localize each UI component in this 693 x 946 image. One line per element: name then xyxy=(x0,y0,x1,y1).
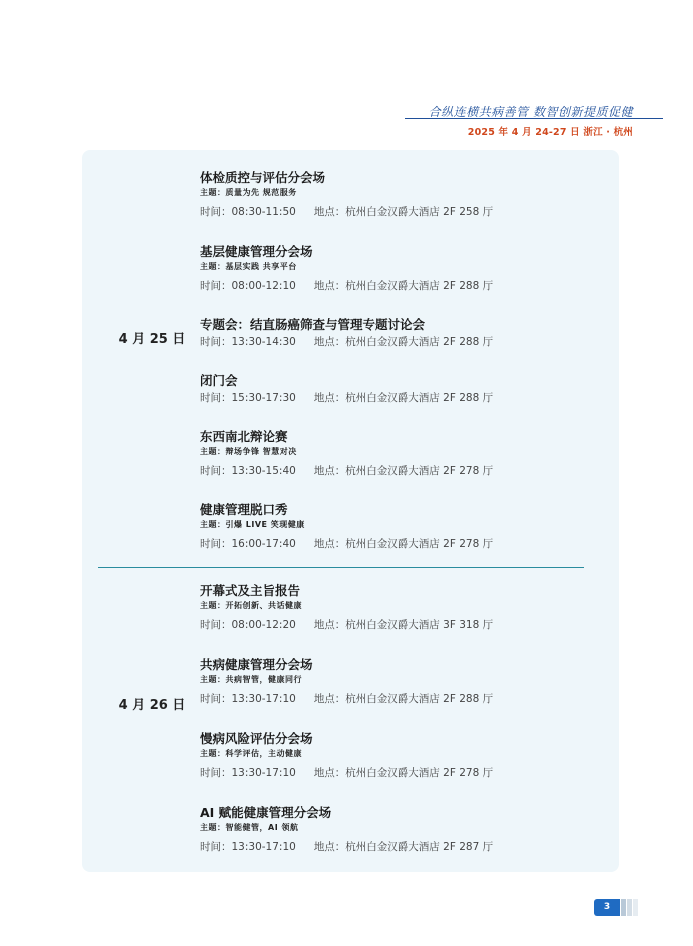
session xyxy=(200,731,600,780)
session-title: 基层健康管理分会场 xyxy=(200,244,313,259)
header-slogan: 合纵连横共病善管 数智创新提质促健 xyxy=(428,105,633,119)
session-location: 地点：杭州白金汉爵大酒店 3F 318 厅 xyxy=(313,619,494,631)
session-title: 体检质控与评估分会场 xyxy=(200,170,326,185)
session xyxy=(200,805,600,854)
session-theme: 主题：智能健管，AI 领航 xyxy=(200,823,299,832)
session-location: 地点：杭州白金汉爵大酒店 2F 278 厅 xyxy=(313,465,494,477)
page-number-badge: 3 xyxy=(594,899,620,916)
session-location: 地点：杭州白金汉爵大酒店 2F 288 厅 xyxy=(313,280,494,292)
session-time: 时间：13:30-14:30 xyxy=(200,336,296,348)
session-location: 地点：杭州白金汉爵大酒店 2F 287 厅 xyxy=(313,841,494,853)
session-time-location xyxy=(200,692,600,706)
session xyxy=(200,244,600,293)
session-time: 时间：15:30-17:30 xyxy=(200,392,296,404)
session-location: 地点：杭州白金汉爵大酒店 2F 288 厅 xyxy=(313,392,494,404)
session xyxy=(200,429,600,478)
session-time: 时间：13:30-17:10 xyxy=(200,841,296,853)
session-title: 开幕式及主旨报告 xyxy=(200,583,301,598)
session xyxy=(200,502,600,551)
session-time-location xyxy=(200,205,600,219)
session-location: 地点：杭州白金汉爵大酒店 2F 258 厅 xyxy=(313,206,494,218)
session-time: 时间：13:30-15:40 xyxy=(200,465,296,477)
session-time-location xyxy=(200,766,600,780)
session-title: 东西南北辩论赛 xyxy=(200,429,288,444)
session xyxy=(200,317,600,349)
session-time-location xyxy=(200,840,600,854)
session-time: 时间：13:30-17:10 xyxy=(200,693,296,705)
schedule-card xyxy=(82,150,619,872)
session-time: 时间：08:30-11:50 xyxy=(200,206,296,218)
session-location: 地点：杭州白金汉爵大酒店 2F 288 厅 xyxy=(313,693,494,705)
session-theme: 主题：基层实践 共享平台 xyxy=(200,262,297,271)
day-label-apr-25: 4 月 25 日 xyxy=(118,332,186,347)
session xyxy=(200,170,600,219)
session-theme: 主题：共病智管，健康同行 xyxy=(200,675,302,684)
page-stripe-1 xyxy=(621,899,626,916)
day-label-apr-26: 4 月 26 日 xyxy=(118,698,186,713)
session xyxy=(200,583,600,632)
session-time-location xyxy=(200,464,600,478)
session-time-location xyxy=(200,391,600,405)
session-time-location xyxy=(200,335,600,349)
header-rule xyxy=(405,118,663,119)
session-location: 地点：杭州白金汉爵大酒店 2F 278 厅 xyxy=(313,538,494,550)
session xyxy=(200,373,600,405)
session-theme: 主题：辩场争锋 智慧对决 xyxy=(200,447,297,456)
day-divider xyxy=(98,567,584,568)
page-stripe-3 xyxy=(633,899,638,916)
session-title: 闭门会 xyxy=(200,373,238,388)
session-time: 时间：08:00-12:20 xyxy=(200,619,296,631)
session xyxy=(200,657,600,706)
session-theme: 主题：科学评估，主动健康 xyxy=(200,749,302,758)
session-theme: 主题：引爆 LIVE 笑现健康 xyxy=(200,520,305,529)
session-time: 时间：08:00-12:10 xyxy=(200,280,296,292)
header-date-location: 2025 年 4 月 24-27 日 浙江 · 杭州 xyxy=(467,127,633,138)
session-time: 时间：16:00-17:40 xyxy=(200,538,296,550)
session-title: AI 赋能健康管理分会场 xyxy=(200,805,332,820)
session-time-location xyxy=(200,618,600,632)
session-title: 慢病风险评估分会场 xyxy=(200,731,313,746)
session-theme: 主题：开拓创新、共话健康 xyxy=(200,601,302,610)
session-title: 共病健康管理分会场 xyxy=(200,657,313,672)
session-location: 地点：杭州白金汉爵大酒店 2F 288 厅 xyxy=(313,336,494,348)
session-title: 健康管理脱口秀 xyxy=(200,502,288,517)
page-stripe-2 xyxy=(627,899,632,916)
session-title: 专题会：结直肠癌筛查与管理专题讨论会 xyxy=(200,317,426,332)
session-location: 地点：杭州白金汉爵大酒店 2F 278 厅 xyxy=(313,767,494,779)
session-time: 时间：13:30-17:10 xyxy=(200,767,296,779)
session-time-location xyxy=(200,279,600,293)
session-theme: 主题：质量为先 规范服务 xyxy=(200,188,297,197)
session-time-location xyxy=(200,537,600,551)
